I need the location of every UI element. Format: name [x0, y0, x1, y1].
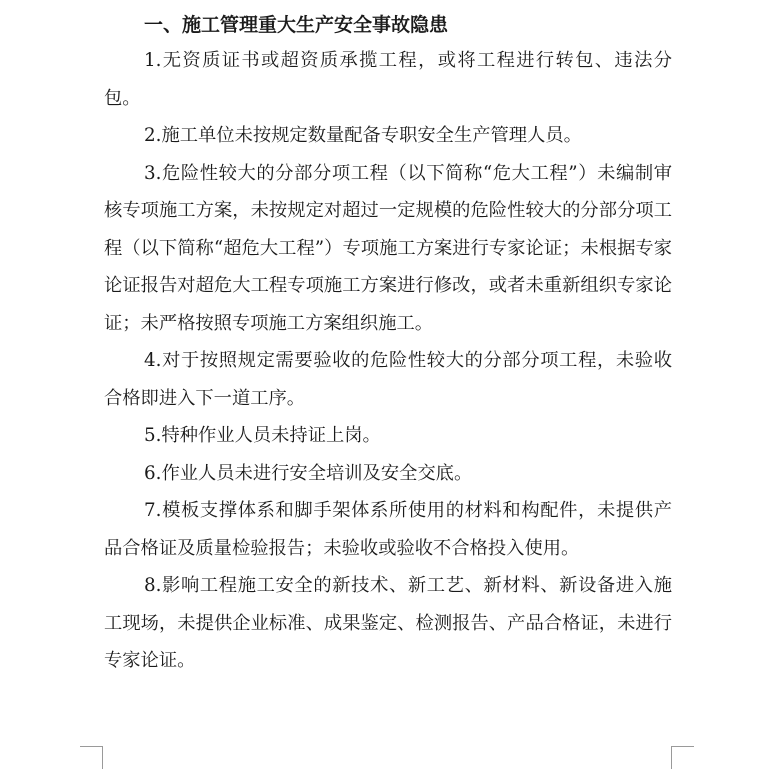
- item-3: 3.危险性较大的分部分项工程（以下简称“危大工程”）未编制审核专项施工方案，未按规定对超过一定规模的危险性较大的分部分项工程（以下简称“超危大工程”）专项施工方案进行专家论证；未根据专家论证报告对超危大工程专项施工方案进行修改，或者未重新组织专家论证；未严格按照专项施工方案组织施工。: [104, 162, 672, 334]
- item-6: 6.作业人员未进行安全培训及安全交底。: [144, 462, 473, 484]
- page-corner-mark-left: [80, 746, 103, 769]
- item-7: 7.模板支撑体系和脚手架体系所使用的材料和构配件，未提供产品合格证及质量检验报告；未验收或验收不合格投入使用。: [104, 500, 672, 559]
- section-heading: 一、施工管理重大生产安全事故隐患: [144, 14, 449, 36]
- item-2: 2.施工单位未按规定数量配备专职安全生产管理人员。: [144, 125, 582, 146]
- document-body: [104, 8, 672, 680]
- item-8: 8.影响工程施工安全的新技术、新工艺、新材料、新设备进入施工现场，未提供企业标准、成果鉴定、检测报告、产品合格证，未进行专家论证。: [104, 575, 672, 671]
- page-corner-mark-right: [671, 746, 694, 769]
- item-4: 4.对于按照规定需要验收的危险性较大的分部分项工程，未验收合格即进入下一道工序。: [104, 350, 672, 409]
- item-5: 5.特种作业人员未持证上岗。: [144, 425, 381, 446]
- item-1: 1.无资质证书或超资质承揽工程，或将工程进行转包、违法分包。: [104, 50, 672, 109]
